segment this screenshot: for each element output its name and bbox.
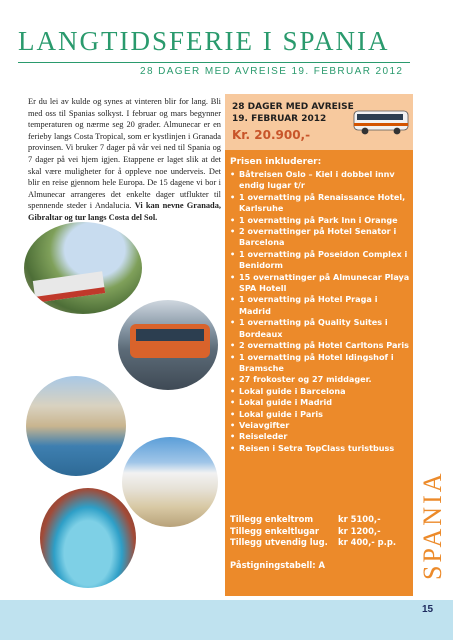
list-item: • 2 overnattinger på Hotel Senator i Barcelona [230,226,410,249]
photo-harbour-town [24,222,142,314]
title-rule [18,62,410,63]
supplement-label: Tillegg utvendig lug. [230,537,328,548]
footer-bar [0,600,453,640]
price: Kr. 20.900,- [232,128,311,142]
photo-hotel-beach [122,437,218,527]
list-item: • Reiseleder [230,431,410,442]
panel-header-line2: 19. FEBRUAR 2012 [232,114,327,124]
supplement-label: Tillegg enkeltrom [230,514,314,524]
supplement-value: kr 5100,- [338,514,381,524]
page-subtitle: 28 DAGER MED AVREISE 19. FEBRUAR 2012 [140,66,404,77]
photo-hotel-pool [40,488,136,588]
list-item: • 1 overnatting på Poseidon Complex i Benidorm [230,249,410,272]
supplement-row [230,514,410,526]
supplement-value: kr 400,- p.p. [338,537,397,548]
supplement-row [230,526,410,538]
list-item: • 1 overnatting på Park Inn i Orange [230,215,410,226]
page-title: LANGTIDSFERIE I SPANIA [18,26,390,56]
supplements [230,514,410,549]
list-item: • 1 overnatting på Renaissance Hotel, Karlsruhe [230,192,410,215]
list-item: • 1 overnatting på Hotel Idingshof i Bramsche [230,352,410,375]
coach-bus-icon [353,106,409,136]
list-item: • 27 frokoster og 27 middager. [230,374,410,385]
ferry-shape [33,271,105,303]
list-item: • Lokal guide i Paris [230,409,410,420]
intro-paragraph [28,96,221,224]
supplement-label: Tillegg enkeltlugar [230,525,320,536]
bus-shape [130,324,210,358]
photo-coastal-town [26,376,126,476]
list-item: • 1 overnatting på Hotel Praga i Madrid [230,294,410,317]
includes-heading: Prisen inkluderer: [230,157,322,167]
photo-travellers-bus [118,300,218,390]
includes-list [230,169,410,454]
list-item: • Lokal guide i Madrid [230,397,410,408]
panel-header [225,94,413,150]
supplement-value: kr 1200,- [338,525,381,536]
panel-header-line1: 28 DAGER MED AVREISE [232,102,354,112]
side-label: SPANIA [418,470,447,580]
list-item: • 2 overnatting på Hotel Carltons Paris [230,340,410,351]
list-item: • 15 overnattinger på Almunecar Playa SPA Hotell [230,272,410,295]
trip-info-panel [225,94,413,596]
list-item: • Båtreisen Oslo – Kiel i dobbel innv endig lugar t/r [230,169,410,192]
list-item: • Veiavgifter [230,420,410,431]
page-number: 15 [422,604,434,615]
list-item: • Lokal guide i Barcelona [230,386,410,397]
intro-text: Er du lei av kulde og synes at vinteren blir for lang. Bli med oss til Spanias solkyst. I februar og mars begynner temperaturen og nærme seg 20 grader. Almunecar er en ferieby langs Costa Tropical, som er kystlinjen i Granada provinsen. Vi bruker 7 dager på vår vei ned til Spania og 7 dager på vei hjem igjen. Etappene er laget slik at det skal være muligheter for å oppleve noe underveis. Det blir en reise gjennom hele Europa. De 15 dagene vi bor i Almunecar arrangeres det enkelte dager utflukter til spennende steder i Andalucia. [28,97,221,211]
list-item: • Reisen i Setra TopClass turistbuss [230,443,410,454]
intro-bold-text: Vi kan nevne Granada, Gibraltar og tur langs Costa del Sol. [28,201,221,222]
list-item: • 1 overnatting på Quality Suites i Bordeaux [230,317,410,340]
pickup-table-note: Påstigningstabell: A [230,560,326,570]
supplement-row [230,537,410,549]
